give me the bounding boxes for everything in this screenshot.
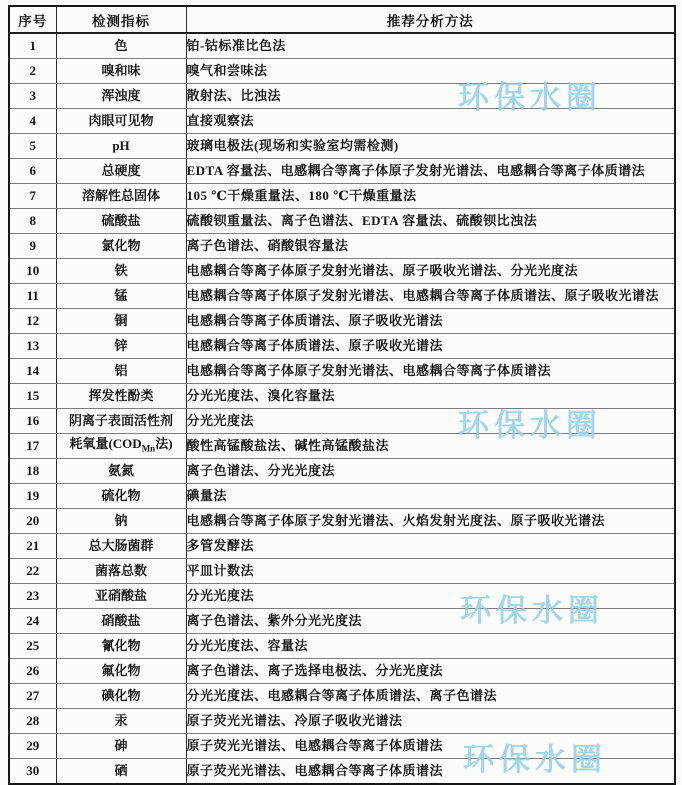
indicator-cell: 菌落总数	[56, 559, 186, 584]
header-serial-number: 序号	[9, 6, 56, 33]
table-row	[9, 384, 675, 409]
serial-number-cell: 28	[9, 709, 56, 734]
table-row	[9, 409, 675, 434]
methods-cell: EDTA 容量法、电感耦合等离子体原子发射光谱法、电感耦合等离子体质谱法	[186, 159, 675, 184]
indicator-cell: 汞	[56, 709, 186, 734]
methods-cell: 离子色谱法、离子选择电极法、分光光度法	[186, 659, 675, 684]
serial-number-cell: 17	[9, 434, 56, 459]
methods-cell: 电感耦合等离子体质谱法、原子吸收光谱法	[186, 334, 675, 359]
indicator-cell: 总硬度	[56, 159, 186, 184]
methods-cell: 直接观察法	[186, 109, 675, 134]
serial-number-cell: 22	[9, 559, 56, 584]
table-row	[9, 734, 675, 759]
table-row	[9, 284, 675, 309]
serial-number-cell: 8	[9, 209, 56, 234]
table-row	[9, 59, 675, 84]
indicator-cell: 锰	[56, 284, 186, 309]
serial-number-cell: 10	[9, 259, 56, 284]
indicator-cell: 砷	[56, 734, 186, 759]
serial-number-cell: 29	[9, 734, 56, 759]
indicator-cell: pH	[56, 134, 186, 159]
table-body	[9, 33, 675, 784]
serial-number-cell: 25	[9, 634, 56, 659]
serial-number-cell: 3	[9, 84, 56, 109]
serial-number-cell: 16	[9, 409, 56, 434]
indicator-cell: 硒	[56, 759, 186, 785]
methods-cell: 105 ℃干燥重量法、180 ℃干燥重量法	[186, 184, 675, 209]
serial-number-cell: 5	[9, 134, 56, 159]
serial-number-cell: 24	[9, 609, 56, 634]
serial-number-cell: 12	[9, 309, 56, 334]
table-row	[9, 559, 675, 584]
serial-number-cell: 9	[9, 234, 56, 259]
methods-cell: 分光光度法、溴化容量法	[186, 384, 675, 409]
watermark-text: 环保水圈	[458, 408, 602, 444]
table-row	[9, 109, 675, 134]
methods-cell: 原子荧光光谱法、电感耦合等离子体质谱法	[186, 759, 675, 785]
indicator-cell: 铜	[56, 309, 186, 334]
methods-cell: 原子荧光光谱法、电感耦合等离子体质谱法	[186, 734, 675, 759]
table-row	[9, 234, 675, 259]
table-row	[9, 334, 675, 359]
serial-number-cell: 15	[9, 384, 56, 409]
indicator-cell: 硝酸盐	[56, 609, 186, 634]
table-row	[9, 534, 675, 559]
serial-number-cell: 19	[9, 484, 56, 509]
methods-cell: 原子荧光光谱法、冷原子吸收光谱法	[186, 709, 675, 734]
methods-cell: 嗅气和尝味法	[186, 59, 675, 84]
serial-number-cell: 14	[9, 359, 56, 384]
table-row	[9, 309, 675, 334]
indicator-cell: 肉眼可见物	[56, 109, 186, 134]
methods-cell: 酸性高锰酸盐法、碱性高锰酸盐法	[186, 434, 675, 459]
serial-number-cell: 23	[9, 584, 56, 609]
indicator-cell: 铝	[56, 359, 186, 384]
methods-cell: 平皿计数法	[186, 559, 675, 584]
table-row	[9, 584, 675, 609]
table-row	[9, 259, 675, 284]
indicator-cell: 亚硝酸盐	[56, 584, 186, 609]
indicator-cell: 挥发性酚类	[56, 384, 186, 409]
methods-cell: 电感耦合等离子体原子发射光谱法、原子吸收光谱法、分光光度法	[186, 259, 675, 284]
indicator-cell: 色	[56, 33, 186, 59]
methods-cell: 离子色谱法、紫外分光光度法	[186, 609, 675, 634]
table-row	[9, 134, 675, 159]
table-row	[9, 209, 675, 234]
header-recommended-method: 推荐分析方法	[186, 6, 675, 33]
serial-number-cell: 7	[9, 184, 56, 209]
indicator-cell: 碘化物	[56, 684, 186, 709]
indicator-cell: 氨氮	[56, 459, 186, 484]
indicator-cell: 阴离子表面活性剂	[56, 409, 186, 434]
serial-number-cell: 4	[9, 109, 56, 134]
table-header-row	[9, 6, 675, 33]
table-row	[9, 434, 675, 459]
table-row	[9, 33, 675, 59]
serial-number-cell: 1	[9, 33, 56, 59]
indicator-cell: 硫化物	[56, 484, 186, 509]
table-row	[9, 609, 675, 634]
methods-cell: 电感耦合等离子体原子发射光谱法、电感耦合等离子体质谱法	[186, 359, 675, 384]
methods-cell: 碘量法	[186, 484, 675, 509]
serial-number-cell: 11	[9, 284, 56, 309]
table-row	[9, 359, 675, 384]
table-row	[9, 484, 675, 509]
indicator-cell: 锌	[56, 334, 186, 359]
methods-cell: 铂-钴标准比色法	[186, 33, 675, 59]
serial-number-cell: 2	[9, 59, 56, 84]
methods-cell: 硫酸钡重量法、离子色谱法、EDTA 容量法、硫酸钡比浊法	[186, 209, 675, 234]
methods-cell: 多管发酵法	[186, 534, 675, 559]
analysis-methods-table	[8, 5, 676, 785]
methods-cell: 分光光度法、电感耦合等离子体质谱法、离子色谱法	[186, 684, 675, 709]
indicator-cell: 氯化物	[56, 234, 186, 259]
table-row	[9, 159, 675, 184]
serial-number-cell: 30	[9, 759, 56, 785]
table-row	[9, 759, 675, 785]
indicator-cell: 钠	[56, 509, 186, 534]
serial-number-cell: 27	[9, 684, 56, 709]
serial-number-cell: 26	[9, 659, 56, 684]
watermark-text: 环保水圈	[460, 593, 604, 629]
methods-cell: 分光光度法	[186, 584, 675, 609]
header-detection-indicator: 检测指标	[56, 6, 186, 33]
serial-number-cell: 13	[9, 334, 56, 359]
methods-cell: 玻璃电极法(现场和实验室均需检测)	[186, 134, 675, 159]
indicator-cell: 溶解性总固体	[56, 184, 186, 209]
indicator-cell: 总大肠菌群	[56, 534, 186, 559]
table-row	[9, 509, 675, 534]
indicator-cell: 氟化物	[56, 659, 186, 684]
watermark-text: 环保水圈	[458, 80, 602, 116]
watermark-text: 环保水圈	[463, 742, 607, 778]
serial-number-cell: 20	[9, 509, 56, 534]
table-row	[9, 184, 675, 209]
table-row	[9, 84, 675, 109]
methods-cell: 电感耦合等离子体原子发射光谱法、电感耦合等离子体质谱法、原子吸收光谱法	[186, 284, 675, 309]
indicator-cell: 硫酸盐	[56, 209, 186, 234]
methods-cell: 电感耦合等离子体质谱法、原子吸收光谱法	[186, 309, 675, 334]
methods-cell: 电感耦合等离子体原子发射光谱法、火焰发射光度法、原子吸收光谱法	[186, 509, 675, 534]
methods-cell: 离子色谱法、分光光度法	[186, 459, 675, 484]
table-row	[9, 634, 675, 659]
indicator-cell: 耗氧量($COD_{Mn}$法)	[56, 434, 186, 459]
table-row	[9, 659, 675, 684]
indicator-cell: 嗅和味	[56, 59, 186, 84]
indicator-cell: 浑浊度	[56, 84, 186, 109]
methods-cell: 分光光度法	[186, 409, 675, 434]
table-row	[9, 684, 675, 709]
serial-number-cell: 21	[9, 534, 56, 559]
table-row	[9, 459, 675, 484]
table-row	[9, 709, 675, 734]
methods-cell: 散射法、比浊法	[186, 84, 675, 109]
serial-number-cell: 6	[9, 159, 56, 184]
serial-number-cell: 18	[9, 459, 56, 484]
methods-cell: 离子色谱法、硝酸银容量法	[186, 234, 675, 259]
indicator-cell: 铁	[56, 259, 186, 284]
indicator-cell: 氰化物	[56, 634, 186, 659]
methods-cell: 分光光度法、容量法	[186, 634, 675, 659]
